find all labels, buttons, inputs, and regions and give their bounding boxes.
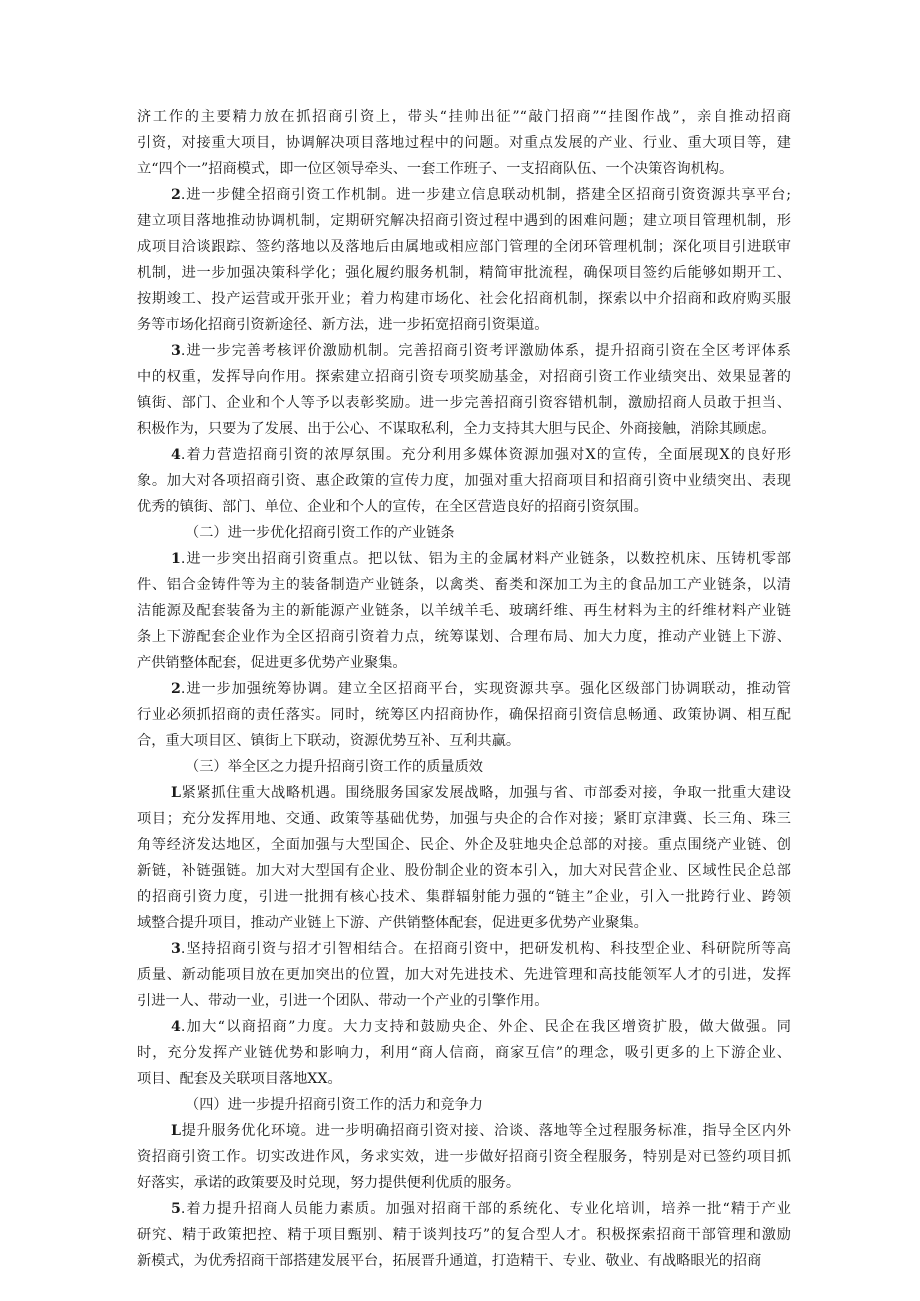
text-line: 积极作为，只要为了发展、出于公心、不谋取私利，全力支持其大胆与民企、外商接触，消除其顾虑。 — [137, 421, 776, 437]
text-line: 按期竣工、投产运营或开张开业；着力构建市场化、社会化招商机制，探索以中介招商和政府购买服 — [137, 291, 791, 307]
text-line: 产供销整体配套，促进更多优势产业聚集。 — [137, 655, 407, 671]
text-line-content: .加大“以商招商”力度。大力支持和鼓励央企、外企、民企在我区增资扩股，做大做强。同 — [180, 1019, 791, 1035]
text-line — [137, 1014, 791, 1040]
text-line: 好落实，承诺的政策要及时兑现，努力提供便利优质的服务。 — [137, 1175, 521, 1191]
text-line: 建立项目落地推动协调机制，定期研究解决招商引资过程中遇到的困难问题；建立项目管理机制，形 — [137, 213, 791, 229]
section-heading-text: （四）进一步提升招商引资工作的活力和竞争力 — [185, 1097, 483, 1113]
paragraph — [137, 780, 791, 936]
text-line: 项目、配套及关联项目落地XX。 — [137, 1071, 342, 1087]
text-line: 新模式，为优秀招商干部搭建发展平台，拓展晋升通道，打造精干、专业、敬业、有战略眼光的招商 — [137, 1253, 762, 1269]
text-line: 象。加大对各项招商引资、惠企政策的宣传力度，加强对重大招商项目和招商引资中业绩突出、表现 — [137, 473, 791, 489]
text-line — [137, 182, 791, 208]
paragraph — [137, 182, 791, 338]
text-line: 济工作的主要精力放在抓招商引资上，带头“挂帅出征”“敲门招商”“挂图作战”，亲自推动招商 — [137, 109, 791, 125]
text-line: 研究、精于政策把控、精于项目甄别、精于谈判技巧”的复合型人才。积极探索招商干部管理和激励 — [137, 1227, 791, 1243]
item-number: 4 — [171, 1019, 181, 1035]
text-line — [137, 442, 791, 468]
section-heading-text: （二）进一步优化招商引资工作的产业链条 — [185, 525, 455, 541]
text-line: 镇街、部门、企业和个人等予以表彰奖励。进一步完善招商引资容错机制，激励招商人员敢于担当、 — [137, 395, 791, 411]
text-line: 行业必须抓招商的责任落实。同时，统筹区内招商协作，确保招商引资信息畅通、政策协调、相互配 — [137, 707, 791, 723]
text-line: 务等市场化招商引资新途径、新方法，进一步拓宽招商引资渠道。 — [137, 317, 549, 333]
text-line: 项目；充分发挥用地、交通、政策等基础优势，加强与央企的合作对接；紧盯京津冀、长三角、珠三 — [137, 811, 791, 827]
text-line — [137, 936, 791, 962]
paragraph — [137, 338, 791, 442]
text-line — [137, 676, 791, 702]
text-line: 立“四个一”招商模式，即一位区领导牵头、一套工作班子、一支招商队伍、一个决策咨询机构。 — [137, 161, 734, 177]
text-line-content: .进一步完善考核评价激励机制。完善招商引资考评激励体系，提升招商引资在全区考评体系 — [180, 343, 791, 359]
paragraph — [137, 1196, 791, 1274]
text-line: 优秀的镇街、部门、单位、企业和个人的宣传，在全区营造良好的招商引资氛围。 — [137, 499, 648, 515]
item-number: 2 — [171, 187, 181, 203]
text-line-content: .着力提升招商人员能力素质。加强对招商干部的系统化、专业化培训，培养一批“精于产业 — [180, 1201, 791, 1217]
text-line: 引进一人、带动一业，引进一个团队、带动一个产业的引擎作用。 — [137, 993, 549, 1009]
item-number: L — [171, 1123, 181, 1139]
paragraph — [137, 104, 791, 182]
text-line-content: .进一步健全招商引资工作机制。进一步建立信息联动机制，搭建全区招商引资资源共享平台; — [180, 187, 791, 203]
paragraph — [137, 1014, 791, 1092]
text-line: 机制，进一步加强决策科学化；强化履约服务机制，精简审批流程，确保项目签约后能够如期开工、 — [137, 265, 791, 281]
section-heading-text: （三）举全区之力提升招商引资工作的质量质效 — [185, 759, 483, 775]
text-line: 角等经济发达地区，全面加强与大型国企、民企、外企及驻地央企总部的对接。重点围绕产业链、创 — [137, 837, 791, 853]
text-line-content: 紧紧抓住重大战略机遇。围绕服务国家发展战略，加强与省、市部委对接，争取一批重大建设 — [180, 785, 791, 801]
text-line — [137, 338, 791, 364]
section-heading — [137, 754, 791, 780]
item-number: 3 — [171, 343, 181, 359]
paragraph — [137, 1118, 791, 1196]
text-line: 质量、新动能项目放在更加突出的位置，加大对先进技术、先进管理和高技能领军人才的引进，发挥 — [137, 967, 791, 983]
item-number: 3 — [171, 941, 181, 957]
section-heading — [137, 520, 791, 546]
text-line-content: .进一步加强统筹协调。建立全区招商平台，实现资源共享。强化区级部门协调联动，推动管 — [180, 681, 791, 697]
text-line: 中的权重，发挥导向作用。探索建立招商引资专项奖励基金，对招商引资工作业绩突出、效果显著的 — [137, 369, 791, 385]
paragraph — [137, 546, 791, 676]
text-line: 的招商引资力度，引进一批拥有核心技术、集群辐射能力强的“链主”企业，引入一批跨行业、跨领 — [137, 889, 791, 905]
text-line: 条上下游配套企业作为全区招商引资着力点，统筹谋划、合理布局、加大力度，推动产业链上下游、 — [137, 629, 791, 645]
text-line: 资招商引资工作。切实改进作风，务求实效，进一步做好招商引资全程服务，特别是对已签约项目抓 — [137, 1149, 791, 1165]
item-number: 2 — [171, 681, 181, 697]
document-page — [137, 104, 791, 1274]
text-line — [137, 1118, 791, 1144]
text-line: 件、铝合金铸件等为主的装备制造产业链条，以禽类、畜类和深加工为主的食品加工产业链条，以清 — [137, 577, 791, 593]
paragraph — [137, 442, 791, 520]
text-line: 域整合提升项目，推动产业链上下游、产供销整体配套，促进更多优势产业聚集。 — [137, 915, 648, 931]
item-number: L — [171, 785, 181, 801]
section-heading — [137, 1092, 791, 1118]
text-line-content: .进一步突出招商引资重点。把以钛、铝为主的金属材料产业链条，以数控机床、压铸机零部 — [180, 551, 791, 567]
text-line — [137, 1196, 791, 1222]
text-line — [137, 780, 791, 806]
paragraph — [137, 676, 791, 754]
text-line: 洁能源及配套装备为主的新能源产业链条，以羊绒羊毛、玻璃纤维、再生材料为主的纤维材料产业链 — [137, 603, 791, 619]
text-line: 引资，对接重大项目，协调解决项目落地过程中的问题。对重点发展的产业、行业、重大项目等，建 — [137, 135, 791, 151]
paragraph — [137, 936, 791, 1014]
text-line — [137, 546, 791, 572]
text-line-content: .坚持招商引资与招才引智相结合。在招商引资中，把研发机构、科技型企业、科研院所等高 — [180, 941, 791, 957]
item-number: 5 — [171, 1201, 181, 1217]
text-line-content: 提升服务优化环境。进一步明确招商引资对接、洽谈、落地等全过程服务标准，指导全区内外 — [180, 1123, 791, 1139]
text-line: 新链，补链强链。加大对大型国有企业、股份制企业的资本引入，加大对民营企业、区域性民企总部 — [137, 863, 791, 879]
item-number: 1 — [171, 551, 181, 567]
text-line-content: .着力营造招商引资的浓厚氛围。充分利用多媒体资源加强对X的宣传，全面展现X的良好形 — [180, 447, 791, 463]
text-line: 合，重大项目区、镇街上下联动，资源优势互补、互利共赢。 — [137, 733, 521, 749]
text-line: 成项目洽谈跟踪、签约落地以及落地后由属地或相应部门管理的全闭环管理机制；深化项目引进联审 — [137, 239, 791, 255]
text-line: 时，充分发挥产业链优势和影响力，利用“商人信商，商家互信”的理念，吸引更多的上下游企业、 — [137, 1045, 791, 1061]
item-number: 4 — [171, 447, 181, 463]
